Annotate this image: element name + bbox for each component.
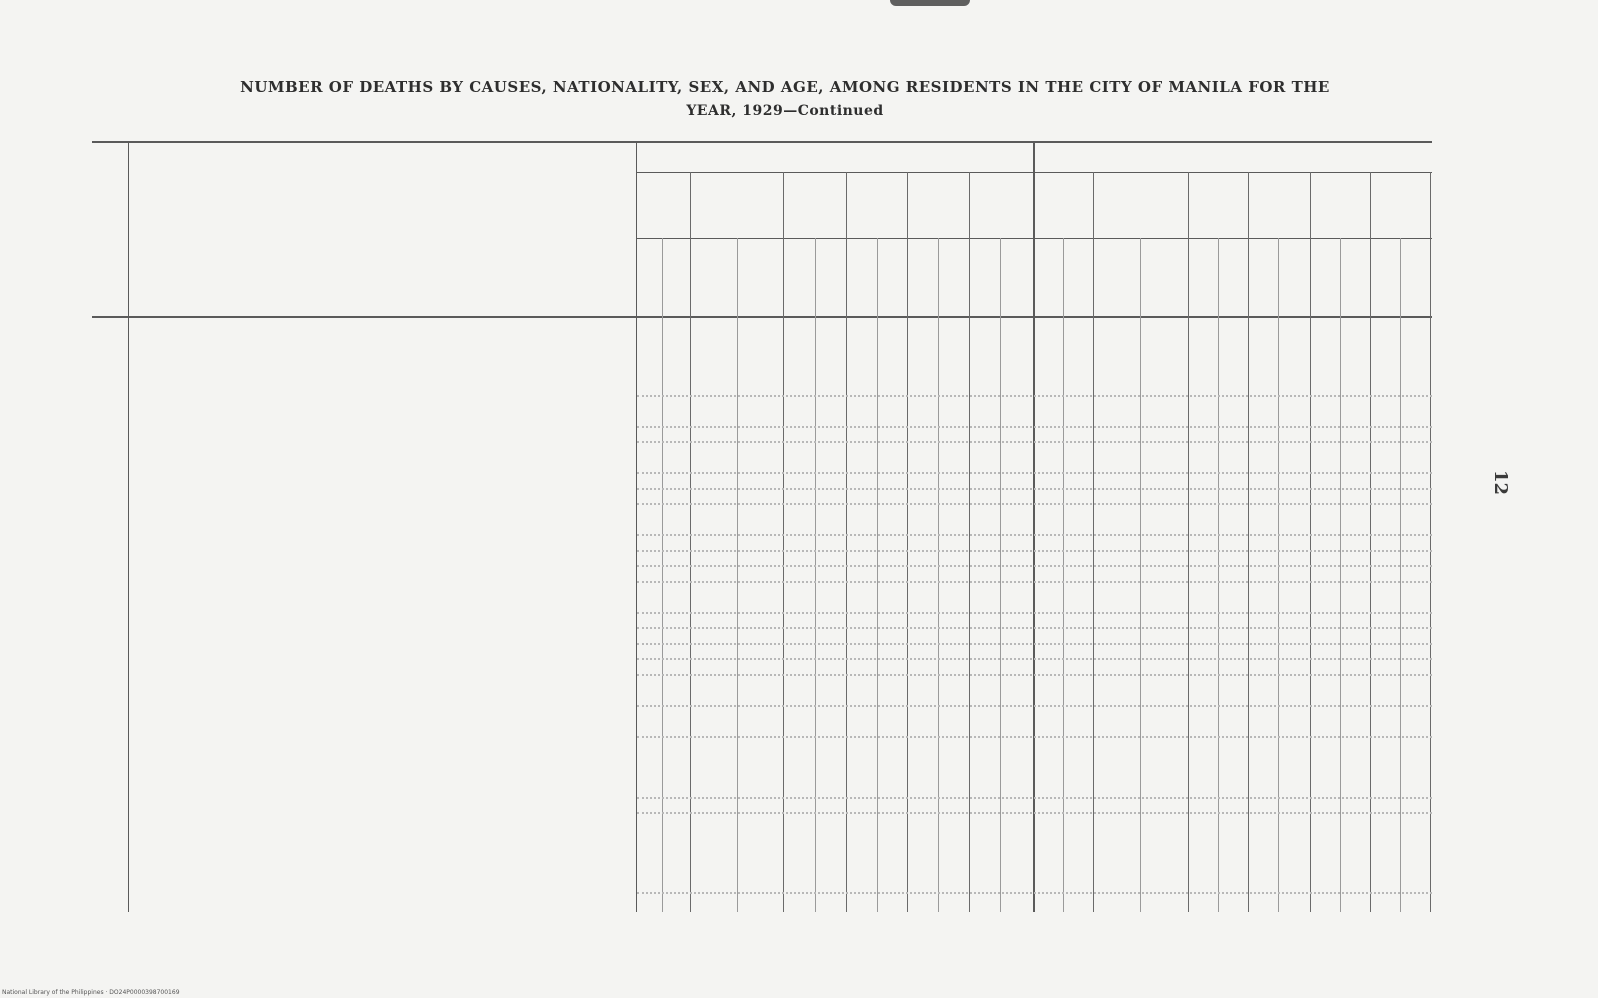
sex-header <box>1070 249 1086 299</box>
column-rule <box>1370 172 1371 912</box>
leader-dots <box>637 503 1432 505</box>
column-rule <box>1310 172 1311 912</box>
column-rule <box>662 238 663 912</box>
leader-dots <box>637 812 1432 814</box>
table-top-rule <box>92 141 1432 143</box>
sex-header <box>1347 249 1363 299</box>
leader-dots <box>637 658 1432 660</box>
scan-smudge <box>890 0 970 6</box>
column-rule <box>969 172 970 912</box>
leader-dots <box>637 797 1432 799</box>
column-rule <box>1400 238 1401 912</box>
leader-dots <box>637 534 1432 536</box>
leader-dots <box>637 643 1432 645</box>
leader-dots <box>637 488 1432 490</box>
leader-dots <box>637 472 1432 474</box>
sex-header <box>1109 249 1125 299</box>
sex-header <box>915 249 931 299</box>
sex-header <box>752 249 768 299</box>
scan-footer: National Library of the Philippines · DO24P0000398700169 <box>2 989 180 996</box>
sex-header <box>854 249 870 299</box>
header-bottom-rule <box>92 316 1432 318</box>
sex-header <box>946 249 962 299</box>
column-rule <box>1063 238 1064 912</box>
leader-dots <box>637 892 1432 894</box>
sex-header <box>1195 249 1211 299</box>
column-rule <box>938 238 939 912</box>
sex-header <box>1286 249 1302 299</box>
column-rule <box>1278 238 1279 912</box>
leader-dots <box>637 581 1432 583</box>
sex-header <box>1317 249 1333 299</box>
column-rule <box>907 172 908 912</box>
table-subtitle: YEAR, 1929—Continued <box>686 103 884 119</box>
leader-dots <box>637 426 1432 428</box>
column-rule <box>783 172 784 912</box>
sex-header <box>1377 249 1393 299</box>
sex-header <box>977 249 993 299</box>
column-rule <box>1093 172 1094 912</box>
column-rule <box>1188 172 1189 912</box>
sex-header <box>1040 249 1056 299</box>
leader-dots <box>637 674 1432 676</box>
column-rule <box>1430 172 1431 912</box>
page-number: 12 <box>1490 469 1512 496</box>
column-rule <box>1218 238 1219 912</box>
column-rule <box>1248 172 1249 912</box>
sex-header <box>1009 249 1025 299</box>
sex-header <box>1156 249 1172 299</box>
intl-col-rule <box>128 141 129 912</box>
leader-dots <box>637 441 1432 443</box>
column-rule <box>1000 238 1001 912</box>
leader-dots <box>637 705 1432 707</box>
column-rule <box>1140 238 1141 912</box>
sex-header <box>791 249 807 299</box>
leader-dots <box>637 627 1432 629</box>
leader-dots <box>637 612 1432 614</box>
intl-list-header <box>95 155 125 295</box>
leader-dots <box>637 550 1432 552</box>
column-rule <box>815 238 816 912</box>
sex-header <box>1255 249 1271 299</box>
column-rule <box>737 238 738 912</box>
sex-header <box>668 249 684 299</box>
sex-header <box>1407 249 1423 299</box>
table-title: NUMBER OF DEATHS BY CAUSES, NATIONALITY, SEX, AND AGE, AMONG RESIDENTS IN THE CITY OF MANILA FOR THE <box>240 78 1330 96</box>
sex-header <box>642 249 658 299</box>
leader-dots <box>637 395 1432 397</box>
column-rule <box>1340 238 1341 912</box>
sex-header <box>706 249 722 299</box>
sex-header <box>884 249 900 299</box>
column-rule <box>846 172 847 912</box>
sex-header <box>1225 249 1241 299</box>
column-rule <box>877 238 878 912</box>
sex-header <box>823 249 839 299</box>
leader-dots <box>637 736 1432 738</box>
leader-dots <box>637 565 1432 567</box>
column-rule <box>690 172 691 912</box>
